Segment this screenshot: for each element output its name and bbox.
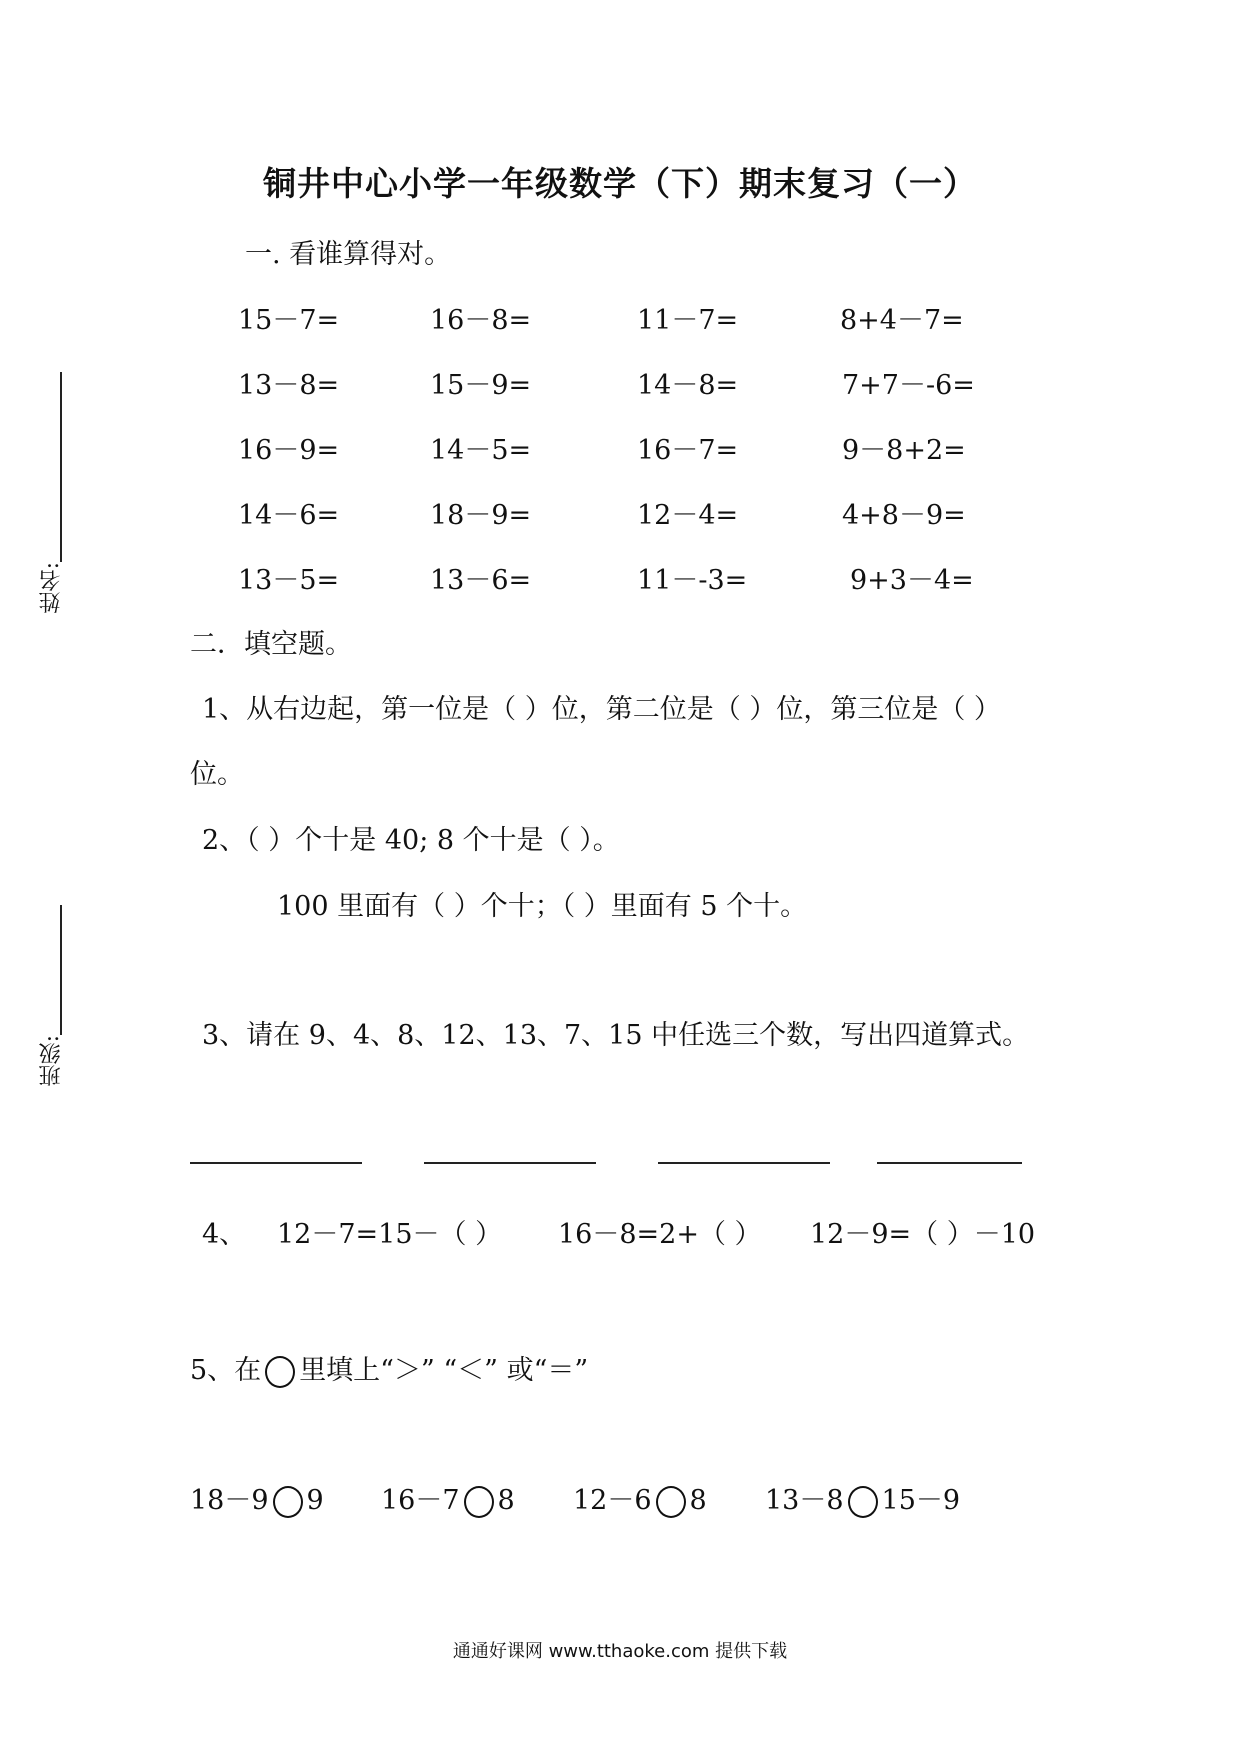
calc-item: 4+8－9=	[842, 500, 966, 531]
question-5	[190, 1348, 588, 1388]
answer-blank[interactable]	[877, 1162, 1022, 1164]
class-label: 班级:	[39, 1035, 64, 1087]
circle-icon	[265, 1356, 295, 1388]
question-2-line2: 100 里面有（ ）个十；（ ）里面有 5 个十。	[277, 891, 808, 922]
compare-right: 15－9	[881, 1485, 961, 1516]
calc-item: 13－8=	[238, 370, 340, 401]
compare-item	[573, 1478, 707, 1518]
compare-item	[381, 1478, 515, 1518]
question-5-prefix: 5、在	[190, 1355, 262, 1386]
calc-item: 13－5=	[238, 565, 340, 596]
name-label: 姓名:	[39, 562, 64, 614]
compare-right: 8	[497, 1485, 515, 1516]
question-1-line1: 1、从右边起，第一位是（ ）位，第二位是（ ）位，第三位是（ ）	[202, 694, 1001, 725]
calc-item: 15－7=	[238, 305, 340, 336]
answer-blank[interactable]	[424, 1162, 596, 1164]
calc-item: 7+7－-6=	[842, 370, 975, 401]
section2-heading: 二．填空题。	[190, 629, 352, 660]
compare-item	[765, 1478, 960, 1518]
compare-circle[interactable]	[464, 1486, 494, 1518]
calc-item: 11－-3=	[637, 565, 748, 596]
compare-item	[190, 1478, 324, 1518]
question-4-item: 12－9=（ ）－10	[810, 1219, 1036, 1250]
calc-item: 16－8=	[430, 305, 532, 336]
calc-item: 16－7=	[637, 435, 739, 466]
question-4-number: 4、	[202, 1219, 247, 1250]
compare-circle[interactable]	[273, 1486, 303, 1518]
compare-circle[interactable]	[848, 1486, 878, 1518]
question-4-item: 16－8=2+（ ）	[558, 1219, 762, 1250]
compare-left: 12－6	[573, 1485, 652, 1516]
calc-item: 13－6=	[430, 565, 532, 596]
calc-item: 14－8=	[637, 370, 739, 401]
calc-item: 14－5=	[430, 435, 532, 466]
calc-item: 9+3－4=	[850, 565, 974, 596]
question-1-line2: 位。	[190, 759, 244, 790]
calc-item: 18－9=	[430, 500, 532, 531]
class-line	[60, 905, 62, 1035]
compare-circle[interactable]	[656, 1486, 686, 1518]
compare-right: 9	[306, 1485, 324, 1516]
compare-left: 18－9	[190, 1485, 269, 1516]
calc-item: 12－4=	[637, 500, 739, 531]
compare-right: 8	[689, 1485, 707, 1516]
answer-blank[interactable]	[190, 1162, 362, 1164]
calc-item: 11－7=	[637, 305, 739, 336]
question-3: 3、请在 9、4、8、12、13、7、15 中任选三个数，写出四道算式。	[202, 1020, 1030, 1051]
question-5-suffix: 里填上“＞” “＜” 或“＝”	[299, 1355, 589, 1386]
compare-left: 16－7	[381, 1485, 460, 1516]
compare-left: 13－8	[765, 1485, 844, 1516]
calc-item: 8+4－7=	[840, 305, 964, 336]
page-title: 铜井中心小学一年级数学（下）期末复习（一）	[263, 164, 977, 203]
question-2-line1: 2、（ ）个十是 40; 8 个十是（ ）。	[202, 825, 620, 856]
name-line	[60, 372, 62, 562]
calc-item: 16－9=	[238, 435, 340, 466]
calc-item: 9－8+2=	[842, 435, 966, 466]
calc-item: 14－6=	[238, 500, 340, 531]
footer-credit: 通通好课网 www.tthaoke.com 提供下载	[452, 1641, 788, 1662]
answer-blank[interactable]	[658, 1162, 830, 1164]
calc-item: 15－9=	[430, 370, 532, 401]
question-4-item: 12－7=15－（ ）	[277, 1219, 503, 1250]
section1-heading: 一. 看谁算得对。	[245, 239, 452, 270]
